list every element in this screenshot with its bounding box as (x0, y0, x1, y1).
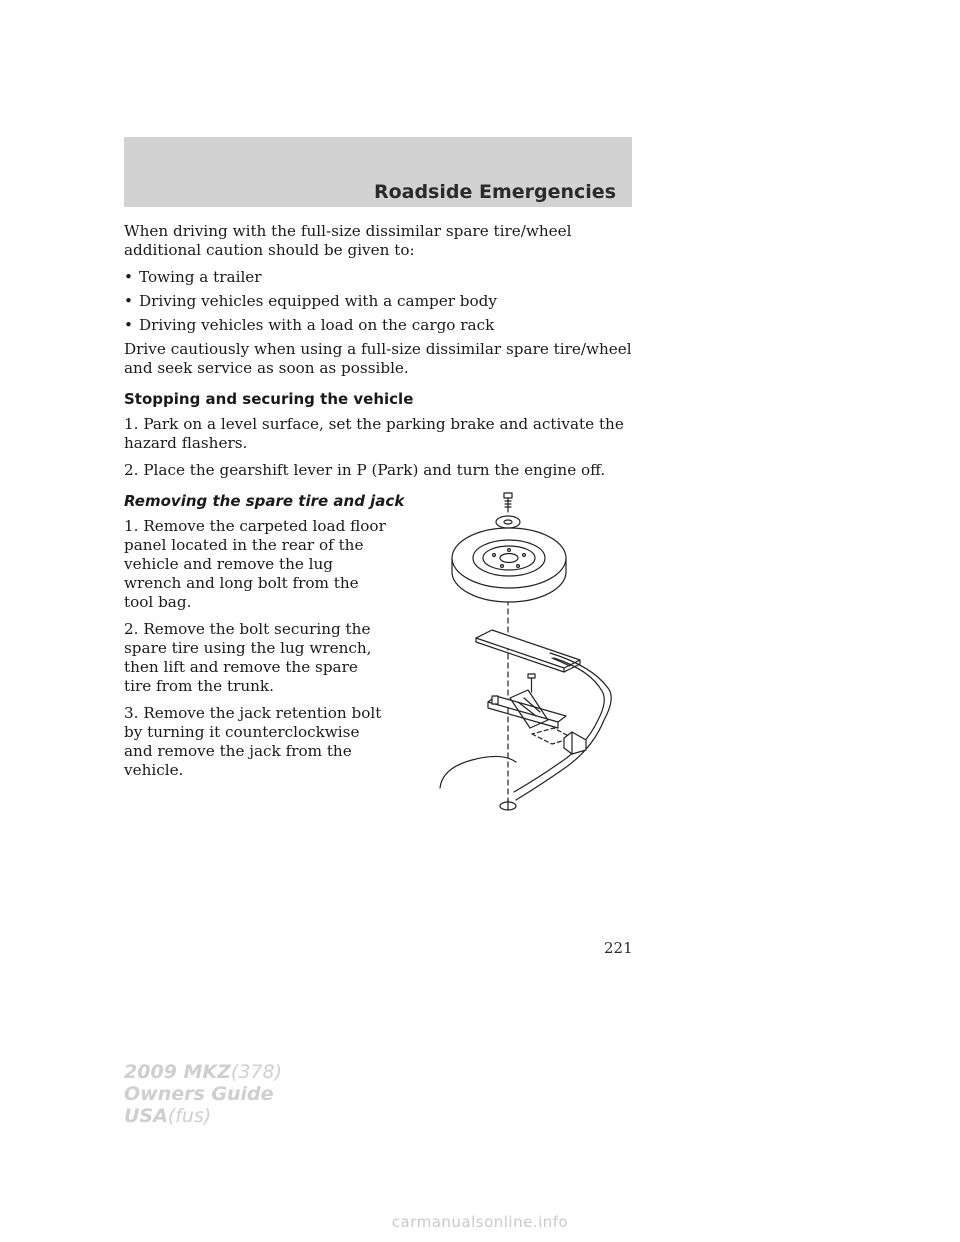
jack-bracket-icon (564, 732, 586, 754)
load-floor-panel-icon (476, 630, 580, 672)
section-title: Roadside Emergencies (373, 181, 616, 203)
bolt-icon (504, 493, 512, 512)
list-item: • Driving vehicles equipped with a camper body (124, 292, 497, 310)
removing-heading: Removing the spare tire and jack (124, 492, 405, 510)
list-item: • Driving vehicles with a load on the cargo rack (124, 316, 495, 334)
removing-step-1: 1. Remove the carpeted load floor panel located in the rear of the vehicle and remove the lug wrench and long bolt from the tool bag. (124, 517, 386, 611)
section-header-band (124, 137, 632, 207)
footer-line-guide: Owners Guide (124, 1083, 274, 1105)
washer-icon (496, 516, 520, 528)
closing-paragraph: Drive cautiously when using a full-size dissimilar spare tire/wheel and seek service as soon as possible. (124, 340, 632, 377)
jack-icon (488, 690, 572, 744)
watermark-text: carmanualsonline.info (391, 1213, 569, 1231)
jack-bolt-icon (528, 674, 535, 692)
list-item: • Towing a trailer (124, 268, 262, 286)
bullet-icon: • (124, 268, 133, 286)
bullet-icon: • (124, 316, 133, 334)
spare-tire-jack-illustration (432, 488, 632, 813)
page-number: 221 (604, 939, 633, 957)
bullet-icon: • (124, 292, 133, 310)
stopping-step-2: 2. Place the gearshift lever in P (Park) and turn the engine off. (124, 461, 606, 479)
stopping-step-1: 1. Park on a level surface, set the parking brake and activate the hazard flashers. (124, 415, 624, 452)
trunk-well-icon (440, 653, 611, 800)
wheel-stud-icon (500, 800, 516, 810)
removing-step-3: 3. Remove the jack retention bolt by turning it counterclockwise and remove the jack from the vehicle. (124, 704, 382, 779)
document-footer (124, 1061, 282, 1127)
stopping-heading: Stopping and securing the vehicle (124, 390, 414, 408)
footer-line-region: USA(fus) (124, 1105, 212, 1127)
footer-line-model: 2009 MKZ(378) (124, 1061, 282, 1083)
intro-paragraph: When driving with the full-size dissimilar spare tire/wheel additional caution should be given to: (124, 222, 572, 259)
spare-tire-icon (452, 528, 566, 602)
removing-step-2: 2. Remove the bolt securing the spare tire using the lug wrench, then lift and remove the spare tire from the trunk. (124, 620, 372, 695)
